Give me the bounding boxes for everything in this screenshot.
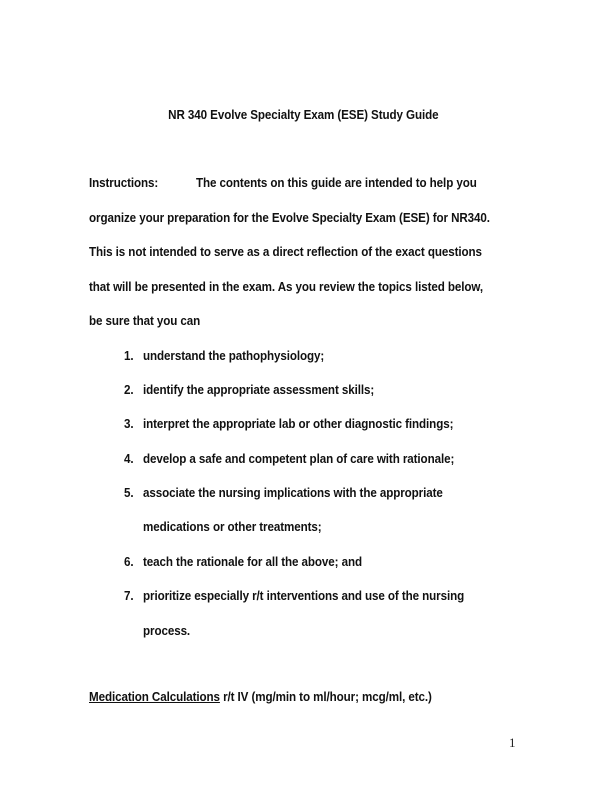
- list-item-number: 6.: [124, 555, 134, 569]
- instructions-line-5: be sure that you can: [89, 314, 201, 328]
- instructions-label: Instructions:: [89, 176, 159, 190]
- list-item-text: interpret the appropriate lab or other diagnostic findings;: [143, 417, 454, 431]
- section-heading: Medication Calculations: [89, 690, 220, 704]
- list-item-text: prioritize especially r/t interventions and use of the nursing: [143, 589, 465, 603]
- instructions-line-3: This is not intended to serve as a direct reflection of the exact questions: [89, 245, 482, 259]
- list-item-text: develop a safe and competent plan of care with rationale;: [143, 452, 455, 466]
- list-item-text: teach the rationale for all the above; and: [143, 555, 362, 569]
- section-text: r/t IV (mg/min to ml/hour; mcg/ml, etc.): [219, 690, 432, 704]
- page-title: NR 340 Evolve Specialty Exam (ESE) Study Guide: [167, 108, 439, 122]
- list-item-text: understand the pathophysiology;: [143, 349, 325, 363]
- list-item-text: associate the nursing implications with the appropriate: [143, 486, 443, 500]
- section-medication-calculations: [89, 690, 432, 704]
- instructions-line-4: that will be presented in the exam. As you review the topics listed below,: [89, 280, 484, 294]
- list-item-number: 7.: [124, 589, 134, 603]
- list-item-number: 5.: [124, 486, 134, 500]
- list-item-number: 2.: [124, 383, 134, 397]
- instructions-line-2: organize your preparation for the Evolve Specialty Exam (ESE) for NR340.: [89, 211, 490, 225]
- instructions-line-1: The contents on this guide are intended to help you: [196, 176, 477, 190]
- list-item-text: identify the appropriate assessment skills;: [143, 383, 375, 397]
- list-item-number: 4.: [124, 452, 134, 466]
- list-item-number: 3.: [124, 417, 134, 431]
- list-item-number: 1.: [124, 349, 134, 363]
- list-item-text-continued: medications or other treatments;: [143, 520, 322, 534]
- list-item-text-continued: process.: [143, 624, 191, 638]
- page-number: 1: [509, 735, 516, 750]
